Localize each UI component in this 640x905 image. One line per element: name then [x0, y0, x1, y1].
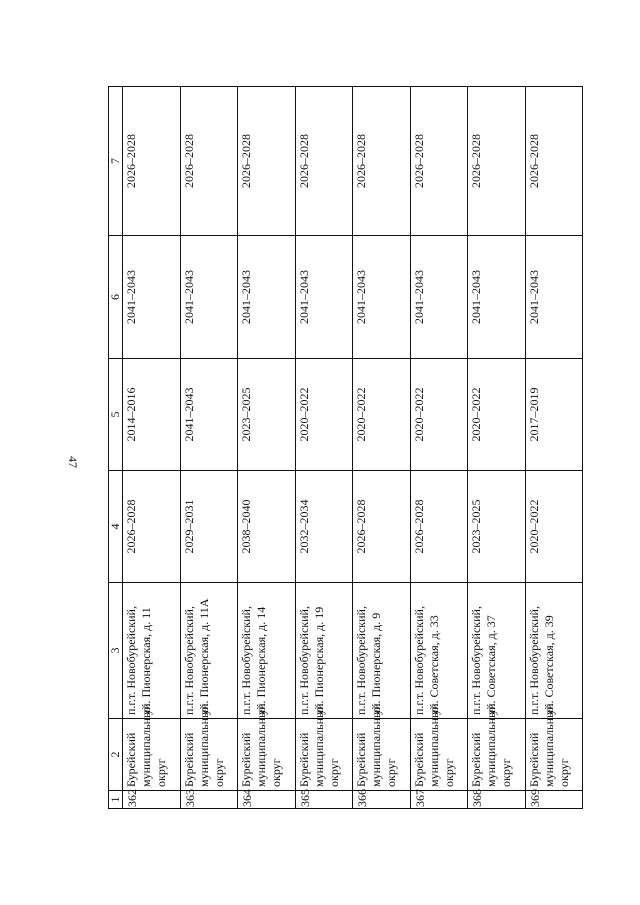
address-line: ул. Советская, д. 39: [541, 615, 556, 715]
row-number-cell: 366: [353, 791, 411, 809]
district-line: муниципальный: [369, 703, 383, 787]
table-row: [468, 87, 526, 809]
period-cell: 2041–2043: [353, 236, 411, 359]
period-cell: 2041–2043: [525, 236, 583, 359]
district-cell: [295, 703, 353, 791]
district-line: Бурейский: [469, 732, 483, 787]
period-cell: 2026–2028: [468, 87, 526, 236]
column-number-header-row: [109, 87, 123, 809]
period-cell: 2026–2028: [295, 87, 353, 236]
table-row: [295, 87, 353, 809]
address-cell: [525, 583, 583, 719]
period-cell: 2041–2043: [410, 236, 468, 359]
address-line: п.г.т. Новобурейский,: [526, 606, 541, 715]
address-line: ул. Советская, д. 37: [484, 615, 498, 715]
address-cell: [353, 583, 411, 719]
district-cell: [123, 703, 181, 791]
rotated-table-frame: [108, 87, 583, 809]
address-cell: [468, 583, 526, 719]
period-cell: 2026–2028: [353, 471, 411, 583]
address-line: п.г.т. Новобурейский,: [354, 606, 368, 715]
period-cell: 2032–2034: [295, 471, 353, 583]
district-line: Бурейский: [296, 732, 311, 787]
period-cell: 2029–2031: [180, 471, 238, 583]
table-row: [180, 87, 238, 809]
address-cell: [295, 583, 353, 719]
district-line: Бурейский: [526, 732, 541, 787]
district-line: Бурейский: [411, 732, 426, 787]
district-line: округ: [556, 758, 571, 787]
address-line: ул. Советская, д. 33: [426, 615, 441, 715]
period-cell: 2023–2025: [238, 359, 296, 471]
district-cell: [410, 703, 468, 791]
district-line: муниципальный: [196, 703, 211, 787]
period-cell: 2014–2016: [123, 359, 181, 471]
period-cell: 2041–2043: [123, 236, 181, 359]
district-line: муниципальный: [484, 703, 498, 787]
column-number-header: 6: [109, 236, 123, 359]
period-cell: 2026–2028: [123, 471, 181, 583]
address-line: ул. Пионерская, д. 11: [139, 607, 153, 715]
district-line: округ: [441, 758, 456, 787]
district-line: Бурейский: [181, 732, 196, 787]
period-cell: 2026–2028: [353, 87, 411, 236]
district-line: Бурейский: [239, 732, 253, 787]
district-line: округ: [269, 758, 283, 787]
period-cell: 2041–2043: [468, 236, 526, 359]
table-row: [525, 87, 583, 809]
address-line: п.г.т. Новобурейский,: [469, 606, 483, 715]
period-cell: 2020–2022: [410, 359, 468, 471]
row-number-cell: 364: [238, 791, 296, 809]
period-cell: 2020–2022: [468, 359, 526, 471]
column-number-header: 2: [109, 719, 123, 791]
period-cell: 2026–2028: [410, 471, 468, 583]
district-line: муниципальный: [541, 703, 556, 787]
table-container: [108, 87, 583, 809]
district-line: Бурейский: [354, 732, 368, 787]
column-number-header: 3: [109, 583, 123, 719]
column-number-header: 5: [109, 359, 123, 471]
period-cell: 2041–2043: [180, 359, 238, 471]
table-row: [353, 87, 411, 809]
district-line: Бурейский: [124, 732, 138, 787]
district-cell: [238, 703, 296, 791]
address-line: п.г.т. Новобурейский,: [411, 606, 426, 715]
column-number-header: 4: [109, 471, 123, 583]
district-line: округ: [211, 758, 226, 787]
period-cell: 2026–2028: [180, 87, 238, 236]
row-number-cell: 367: [410, 791, 468, 809]
period-cell: 2026–2028: [410, 87, 468, 236]
address-line: ул. Пионерская, д. 19: [311, 606, 326, 715]
period-cell: 2026–2028: [525, 87, 583, 236]
period-cell: 2017–2019: [525, 359, 583, 471]
district-line: округ: [154, 758, 168, 787]
address-cell: [238, 583, 296, 719]
period-cell: 2020–2022: [295, 359, 353, 471]
address-cell: [410, 583, 468, 719]
table-body: [123, 87, 583, 809]
district-line: муниципальный: [311, 703, 326, 787]
address-cell: [123, 583, 181, 719]
district-line: округ: [499, 758, 513, 787]
row-number-cell: 363: [180, 791, 238, 809]
address-cell: [180, 583, 238, 719]
district-line: округ: [384, 758, 398, 787]
district-cell: [353, 703, 411, 791]
district-line: муниципальный: [426, 703, 441, 787]
column-number-header: 1: [109, 791, 123, 809]
address-line: п.г.т. Новобурейский,: [296, 606, 311, 715]
period-cell: 2023–2025: [468, 471, 526, 583]
address-line: ул. Пионерская, д. 9: [369, 612, 383, 715]
district-line: муниципальный: [254, 703, 268, 787]
address-line: ул. Пионерская, д. 14: [254, 606, 268, 715]
district-cell: [180, 703, 238, 791]
address-line: п.г.т. Новобурейский,: [124, 606, 138, 715]
period-cell: 2041–2043: [238, 236, 296, 359]
row-number-cell: 368: [468, 791, 526, 809]
district-line: муниципальный: [139, 703, 153, 787]
period-cell: 2026–2028: [123, 87, 181, 236]
column-number-header: 7: [109, 87, 123, 236]
period-cell: 2020–2022: [353, 359, 411, 471]
district-cell: [468, 703, 526, 791]
row-number-cell: 369: [525, 791, 583, 809]
page-number: 47: [66, 456, 80, 468]
table-row: [238, 87, 296, 809]
address-line: п.г.т. Новобурейский,: [239, 606, 253, 715]
table-row: [410, 87, 468, 809]
housing-repair-schedule-table: [108, 86, 583, 809]
address-line: ул. Пионерская, д. 11А: [196, 598, 211, 715]
period-cell: 2038–2040: [238, 471, 296, 583]
period-cell: 2041–2043: [180, 236, 238, 359]
period-cell: 2041–2043: [295, 236, 353, 359]
address-line: п.г.т. Новобурейский,: [181, 606, 196, 715]
district-line: округ: [326, 758, 341, 787]
period-cell: 2020–2022: [525, 471, 583, 583]
period-cell: 2026–2028: [238, 87, 296, 236]
row-number-cell: 362: [123, 791, 181, 809]
row-number-cell: 365: [295, 791, 353, 809]
table-row: [123, 87, 181, 809]
district-cell: [525, 703, 583, 791]
